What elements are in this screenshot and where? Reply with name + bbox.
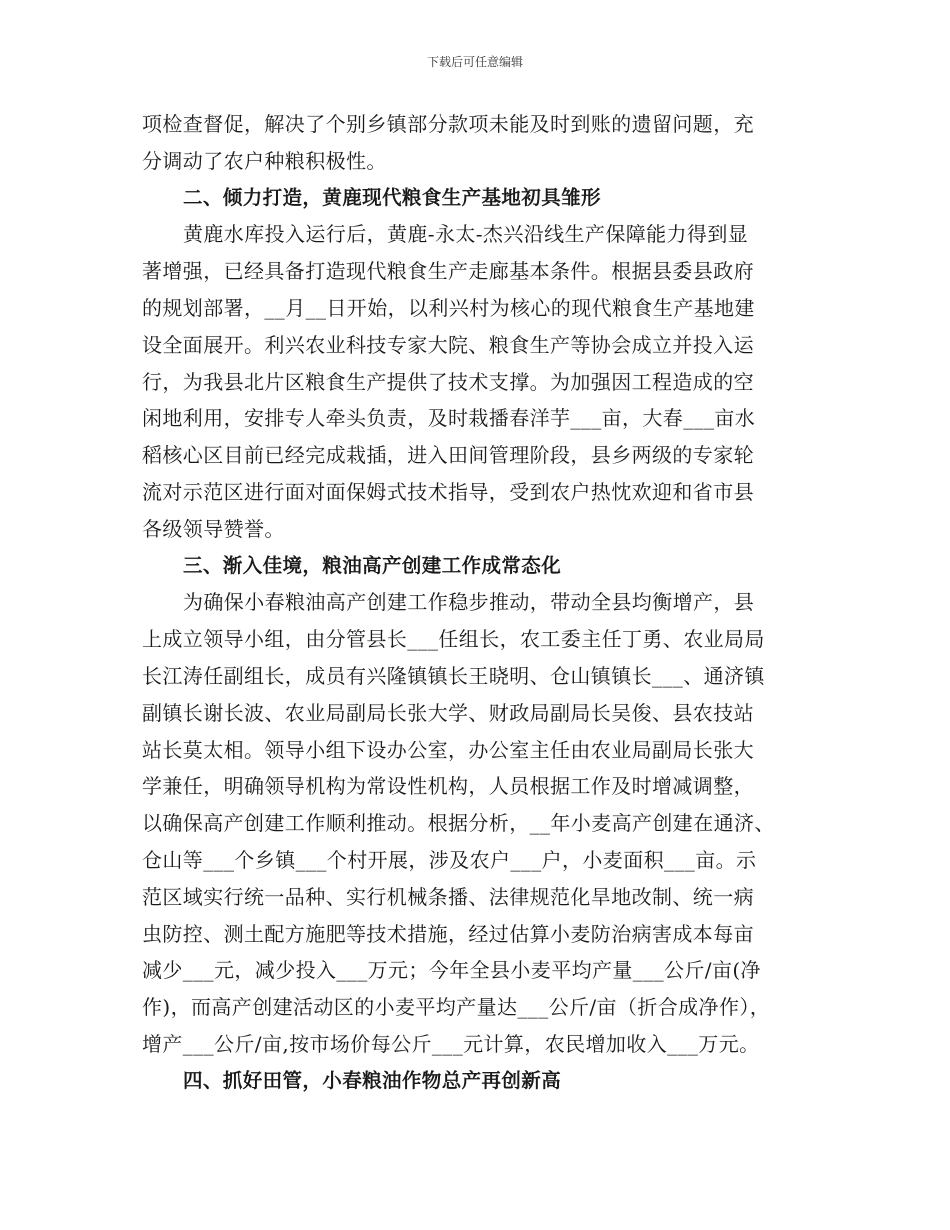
body-line: 站长莫太相。领导小组下设办公室，办公室主任由农业局副局长张大 <box>142 737 754 762</box>
document-body <box>142 106 812 1100</box>
body-line: 项检查督促，解决了个别乡镇部分款项未能及时到账的遗留问题，充 <box>142 112 754 136</box>
body-line: 增产___公斤/亩,按市场价每公斤___元计算，农民增加收入___万元。 <box>142 1031 760 1056</box>
body-line: 的规划部署，__月__日开始，以利兴村为核心的现代粮食生产基地建 <box>142 295 755 320</box>
body-line: 设全面展开。利兴农业科技专家大院、粮食生产等协会成立并投入运 <box>142 332 754 357</box>
section-heading: 二、倾力打造，黄鹿现代粮食生产基地初具雏形 <box>183 185 601 209</box>
body-line: 著增强，已经具备打造现代粮食生产走廊基本条件。根据县委县政府 <box>142 259 754 284</box>
body-line: 学兼任，明确领导机构为常设性机构，人员根据工作及时增减调整， <box>142 774 754 799</box>
body-line: 流对示范区进行面对面保姆式技术指导，受到农户热忱欢迎和省市县 <box>142 479 754 504</box>
body-line: 以确保高产创建工作顺利推动。根据分析，__年小麦高产创建在通济、 <box>142 811 775 836</box>
body-line: 上成立领导小组，由分管县长___任组长，农工委主任丁勇、农业局局 <box>142 627 765 652</box>
body-line: 黄鹿水库投入运行后，黄鹿-永太-杰兴沿线生产保障能力得到显 <box>183 222 749 247</box>
body-line: 副镇长谢长波、农业局副局长张大学、财政局副局长吴俊、县农技站 <box>142 700 754 725</box>
body-line: 闲地利用，安排专人牵头负责，及时栽播春洋芋___亩，大春___亩水 <box>142 406 756 431</box>
body-line: 仓山等___个乡镇___个村开展，涉及农户___户，小麦面积___亩。示 <box>142 847 757 872</box>
body-line: 行，为我县北片区粮食生产提供了技术支撑。为加强因工程造成的空 <box>142 369 754 394</box>
body-line: 减少___元，减少投入___万元；今年全县小麦平均产量___公斤/亩(净 <box>142 958 761 983</box>
body-line: 作)，而高产创建活动区的小麦平均产量达___公斤/亩（折合成净作）， <box>142 995 771 1020</box>
page-header: 下载后可任意编辑 <box>426 55 523 69</box>
body-line: 虫防控、测土配方施肥等技术措施，经过估算小麦防治病害成本每亩 <box>142 921 754 946</box>
body-line: 为确保小春粮油高产创建工作稳步推动，带动全县均衡增产，县 <box>183 590 755 615</box>
body-line: 长江涛任副组长，成员有兴隆镇镇长王晓明、仓山镇镇长___、通济镇 <box>142 663 765 688</box>
body-line: 范区域实行统一品种、实行机械条播、法律规范化旱地改制、统一病 <box>142 884 754 909</box>
section-heading: 四、抓好田管，小春粮油作物总产再创新高 <box>183 1068 562 1092</box>
body-line: 各级领导赞誉。 <box>142 516 285 541</box>
section-heading: 三、渐入佳境，粮油高产创建工作成常态化 <box>183 553 562 577</box>
body-line: 分调动了农户种粮积极性。 <box>142 148 387 173</box>
body-line: 稻核心区目前已经完成栽插，进入田间管理阶段，县乡两级的专家轮 <box>142 443 754 468</box>
